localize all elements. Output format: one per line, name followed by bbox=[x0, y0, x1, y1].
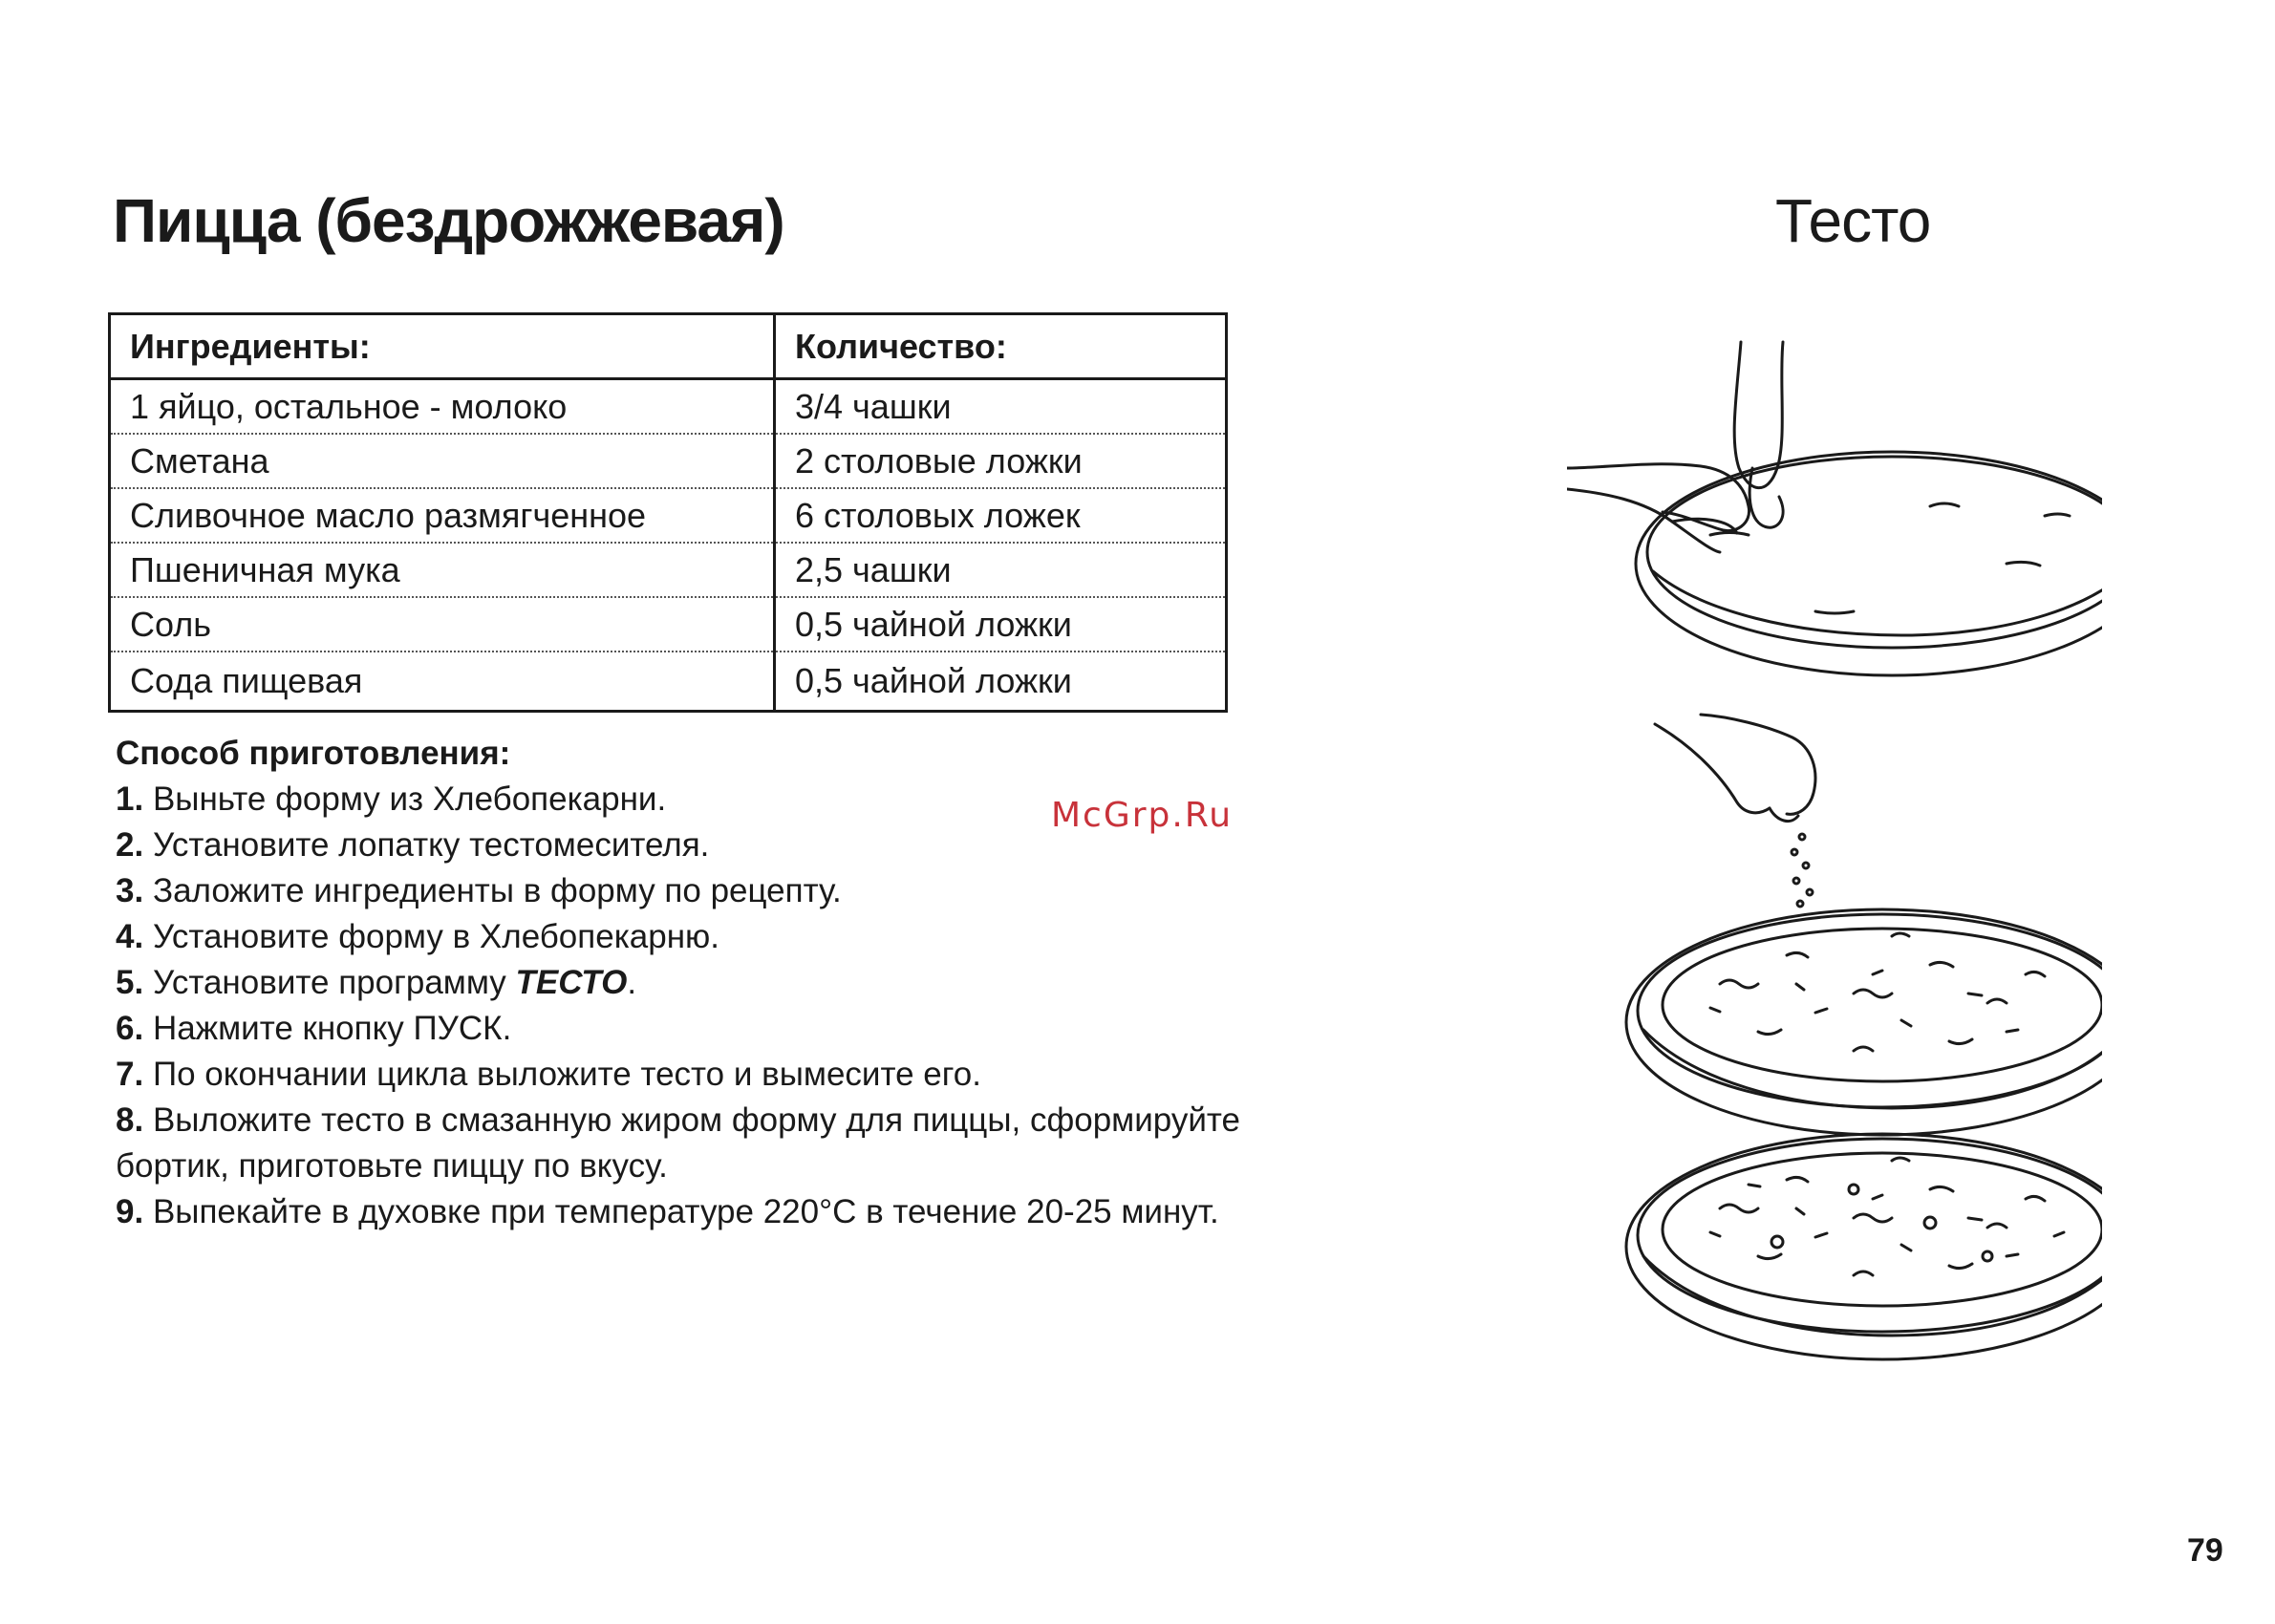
step-number: 2. bbox=[116, 826, 144, 864]
step-text: Выпекайте в духовке при температуре 220°С в течение 20-25 минут. bbox=[152, 1193, 1219, 1230]
step-number: 6. bbox=[116, 1010, 144, 1047]
step-7 bbox=[116, 1052, 1472, 1098]
quantity-cell: 0,5 чайной ложки bbox=[775, 652, 1227, 712]
quantity-cell: 2,5 чашки bbox=[775, 543, 1227, 597]
finished-pizza-icon bbox=[1626, 1134, 2102, 1359]
step-text: Нажмите кнопку ПУСК. bbox=[152, 1010, 512, 1047]
step-number: 3. bbox=[116, 872, 144, 909]
quantity-cell: 2 столовые ложки bbox=[775, 434, 1227, 488]
step-text: По окончании цикла выложите тесто и вымесите его. bbox=[152, 1056, 981, 1093]
header-ingredients: Ингредиенты: bbox=[110, 314, 775, 379]
step-text: Установите лопатку тестомесителя. bbox=[152, 826, 710, 864]
table-row bbox=[110, 379, 1227, 435]
step-1 bbox=[116, 777, 1472, 823]
table-header-row bbox=[110, 314, 1227, 379]
step-text-end: . bbox=[627, 964, 637, 1001]
step-number: 4. bbox=[116, 918, 144, 955]
step-6 bbox=[116, 1006, 1472, 1052]
page-title: Пицца (бездрожжевая) bbox=[113, 186, 784, 255]
step-3 bbox=[116, 868, 1472, 914]
step-5 bbox=[116, 960, 1472, 1006]
table-row bbox=[110, 434, 1227, 488]
step-4 bbox=[116, 914, 1472, 960]
step-text: Заложите ингредиенты в форму по рецепту. bbox=[152, 872, 842, 909]
step-number: 8. bbox=[116, 1101, 144, 1139]
step-8 bbox=[116, 1098, 1472, 1189]
hands-pressing-dough-icon bbox=[1567, 342, 2102, 675]
step-text-continuation: бортик, приготовьте пиццу по вкусу. bbox=[116, 1147, 668, 1185]
step-text: Установите программу bbox=[152, 964, 506, 1001]
ingredient-cell: Пшеничная мука bbox=[110, 543, 775, 597]
method-section bbox=[116, 731, 1472, 1235]
quantity-cell: 0,5 чайной ложки bbox=[775, 597, 1227, 652]
step-number: 1. bbox=[116, 780, 144, 818]
watermark: McGrp.Ru bbox=[1051, 796, 1234, 835]
table-row bbox=[110, 597, 1227, 652]
ingredient-cell: Сливочное масло размягченное bbox=[110, 488, 775, 543]
ingredient-cell: Сметана bbox=[110, 434, 775, 488]
step-number: 9. bbox=[116, 1193, 144, 1230]
method-heading: Способ приготовления: bbox=[116, 735, 511, 772]
section-title: Тесто bbox=[1775, 186, 1931, 255]
ingredient-cell: Соль bbox=[110, 597, 775, 652]
step-number: 7. bbox=[116, 1056, 144, 1093]
pizza-dough-illustration bbox=[1567, 325, 2102, 1404]
table-row bbox=[110, 652, 1227, 712]
hand-sprinkling-icon bbox=[1626, 715, 2102, 1135]
table-row bbox=[110, 543, 1227, 597]
step-2 bbox=[116, 823, 1472, 868]
step-text: Выложите тесто в смазанную жиром форму для пиццы, сформируйте bbox=[152, 1101, 1241, 1139]
step-number: 5. bbox=[116, 964, 144, 1001]
program-name: ТЕСТО bbox=[515, 964, 628, 1001]
step-text: Установите форму в Хлебопекарню. bbox=[152, 918, 720, 955]
quantity-cell: 6 столовых ложек bbox=[775, 488, 1227, 543]
step-9 bbox=[116, 1189, 1472, 1235]
ingredient-cell: Сода пищевая bbox=[110, 652, 775, 712]
ingredient-cell: 1 яйцо, остальное - молоко bbox=[110, 379, 775, 435]
step-text: Выньте форму из Хлебопекарни. bbox=[152, 780, 667, 818]
page-number: 79 bbox=[2187, 1532, 2223, 1569]
table-row bbox=[110, 488, 1227, 543]
ingredients-table bbox=[108, 312, 1228, 713]
header-quantity: Количество: bbox=[775, 314, 1227, 379]
quantity-cell: 3/4 чашки bbox=[775, 379, 1227, 435]
